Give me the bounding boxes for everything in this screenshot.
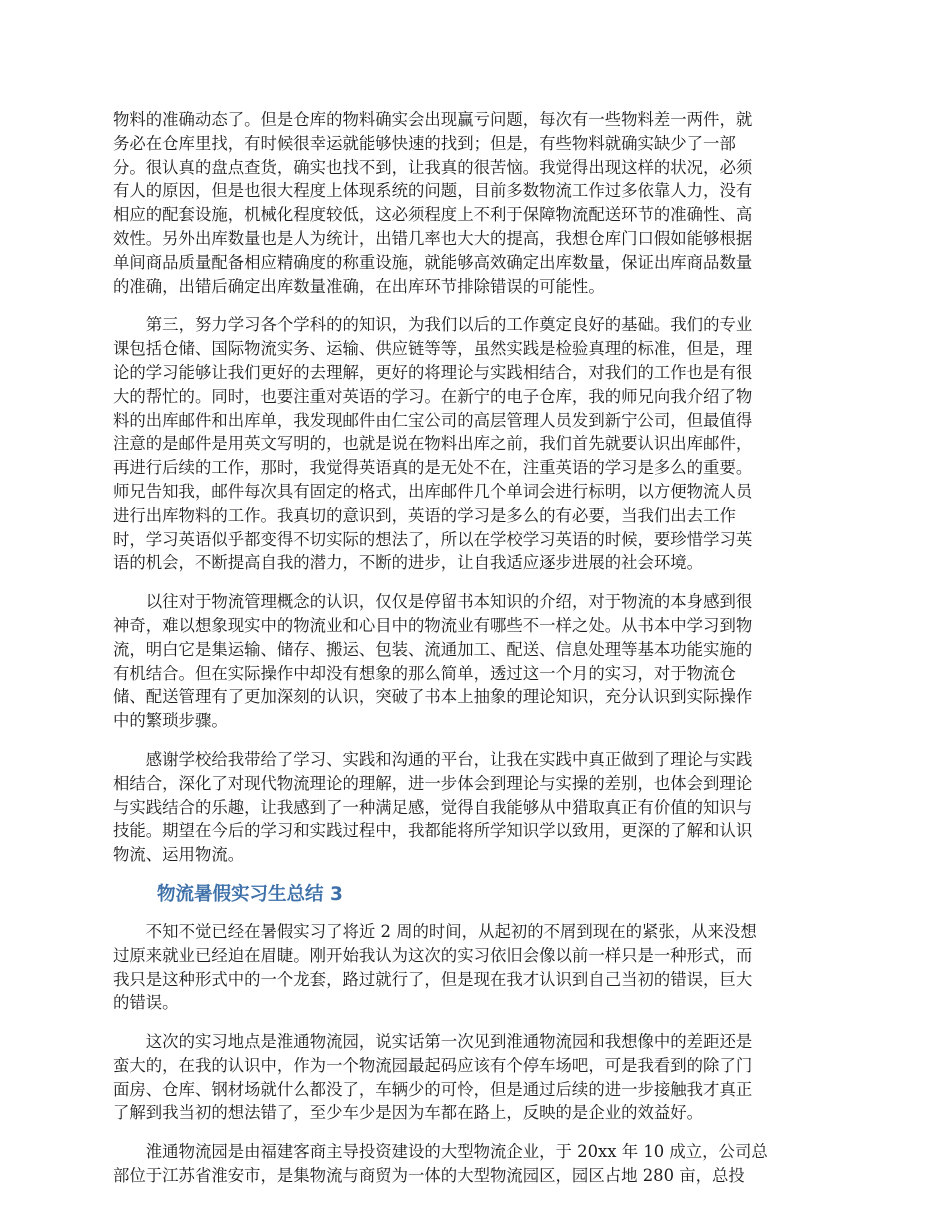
text-line: 再进行后续的工作，那时，我觉得英语真的是无处不在，注重英语的学习是多么的重要。 <box>113 458 753 478</box>
text-line: 相应的配套设施，机械化程度较低，这必须程度上不利于保障物流配送环节的准确性、高 <box>113 205 753 225</box>
text-line: 流，明白它是集运输、储存、搬运、包装、流通加工、配送、信息处理等基本功能实施的 <box>113 639 753 659</box>
text-line: 技能。期望在今后的学习和实践过程中，我都能将所学知识学以致用，更深的了解和认识 <box>113 821 753 841</box>
text-line: 进行出库物料的工作。我真切的意识到，英语的学习是多么的有必要，当我们出去工作 <box>113 505 736 525</box>
text-line: 面房、仓库、钢材场就什么都没了，车辆少的可怜，但是通过后续的进一步接触我才真正 <box>113 1079 753 1099</box>
text-line: 师兄告知我，邮件每次具有固定的格式，出库邮件几个单词会进行标明，以方便物流人员 <box>113 481 753 501</box>
text-line: 时，学习英语似乎都变得不切实际的想法了，所以在学校学习英语的时候，要珍惜学习英 <box>113 529 753 549</box>
paragraph-7 <box>113 1140 841 1188</box>
paragraph-2 <box>113 313 841 575</box>
text-line: 这次的实习地点是淮通物流园，说实话第一次见到淮通物流园和我想像中的差距还是 <box>145 1032 753 1052</box>
text-line: 过原来就业已经迫在眉睫。刚开始我认为这次的实习依旧会像以前一样只是一种形式，而 <box>113 945 753 965</box>
text-line: 论的学习能够让我们更好的去理解，更好的将理论与实践相结合，对我们的工作也是有很 <box>113 362 753 382</box>
text-line: 物料的准确动态了。但是仓库的物料确实会出现赢亏问题，每次有一些物料差一两件，就 <box>113 110 753 129</box>
paragraph-1 <box>113 108 841 298</box>
text-line: 不知不觉已经在暑假实习了将近 2 周的时间，从起初的不屑到现在的紧张，从来没想 <box>145 921 757 941</box>
text-line: 第三，努力学习各个学科的的知识，为我们以后的工作奠定良好的基础。我们的专业 <box>145 315 753 335</box>
text-line: 语的机会，不断提高自我的潜力，不断的进步，让自我适应逐步进展的社会环境。 <box>113 553 704 573</box>
text-line: 了解到我当初的想法错了，至少车少是因为车都在路上，反映的是企业的效益好。 <box>113 1103 704 1123</box>
document-page <box>113 108 841 1203</box>
text-line: 大的帮忙的。同时，也要注重对英语的学习。在新宁的电子仓库，我的师兄向我介绍了物 <box>113 386 753 406</box>
text-line: 蛮大的，在我的认识中，作为一个物流园最起码应该有个停车场吧，可是我看到的除了门 <box>113 1055 753 1075</box>
paragraph-3 <box>113 590 841 733</box>
paragraph-5 <box>113 920 841 1015</box>
text-line: 的错误。 <box>113 993 179 1013</box>
text-line: 料的出库邮件和出库单，我发现邮件由仁宝公司的高层管理人员发到新宁公司，但最值得 <box>113 410 753 430</box>
text-line: 中的繁琐步骤。 <box>113 711 228 731</box>
text-line: 感谢学校给我带给了学习、实践和沟通的平台，让我在实践中真正做到了理论与实践 <box>145 749 753 769</box>
text-line: 储、配送管理有了更加深刻的认识，突破了书本上抽象的理论知识，充分认识到实际操作 <box>113 687 753 707</box>
text-line: 有人的原因，但是也很大程度上体现系统的问题，目前多数物流工作过多依靠人力，没有 <box>113 181 753 201</box>
section-heading: 物流暑假实习生总结 3 <box>157 883 343 905</box>
text-line: 与实践结合的乐趣，让我感到了一种满足感，觉得自我能够从中猎取真正有价值的知识与 <box>113 797 753 817</box>
text-line: 效性。另外出库数量也是人为统计，出错几率也大大的提高，我想仓库门口假如能够根据 <box>113 228 753 248</box>
text-line: 神奇，难以想象现实中的物流业和心目中的物流业有哪些不一样之处。从书本中学习到物 <box>113 615 753 635</box>
text-line: 相结合，深化了对现代物流理论的理解，进一步体会到理论与实操的差别，也体会到理论 <box>113 773 753 793</box>
paragraph-6 <box>113 1030 841 1125</box>
text-line: 注意的是邮件是用英文写明的，也就是说在物料出库之前，我们首先就要认识出库邮件， <box>113 434 753 454</box>
text-line: 以往对于物流管理概念的认识，仅仅是停留书本知识的介绍，对于物流的本身感到很 <box>145 592 753 612</box>
text-line: 课包括仓储、国际物流实务、运输、供应链等等，虽然实践是检验真理的标准，但是，理 <box>113 339 753 359</box>
text-line: 淮通物流园是由福建客商主导投资建设的大型物流企业，于 20xx 年 10 成立，公司总 <box>145 1142 768 1162</box>
paragraph-4 <box>113 748 841 867</box>
text-line: 物流、运用物流。 <box>113 845 245 865</box>
text-line: 务必在仓库里找，有时候很幸运就能够快速的找到；但是，有些物料就确实缺少了一部 <box>113 133 736 153</box>
text-line: 分。很认真的盘点查货，确实也找不到，让我真的很苦恼。我觉得出现这样的状况，必须 <box>113 157 753 177</box>
text-line: 有机结合。但在实际操作中却没有想象的那么简单，透过这一个月的实习，对于物流仓 <box>113 663 736 683</box>
text-line: 我只是这种形式中的一个龙套，路过就行了，但是现在我才认识到自己当初的错误，巨大 <box>113 969 753 989</box>
text-line: 的准确，出错后确定出库数量准确，在出库环节排除错误的可能性。 <box>113 276 605 296</box>
text-line: 单间商品质量配备相应精确度的称重设施，就能够高效确定出库数量，保证出库商品数量 <box>113 252 753 272</box>
text-line: 部位于江苏省淮安市，是集物流与商贸为一体的大型物流园区，园区占地 280 亩，总投 <box>113 1166 745 1186</box>
